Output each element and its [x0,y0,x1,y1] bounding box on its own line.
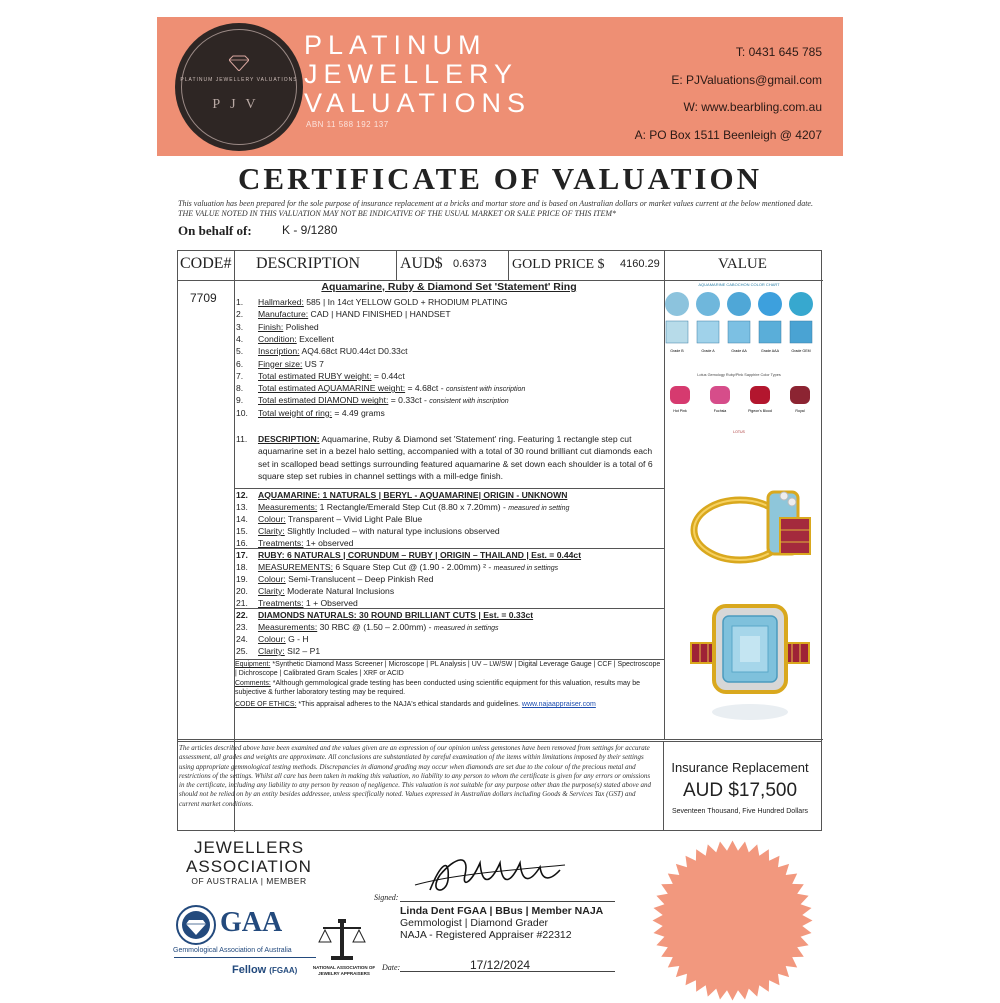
row-label: Total estimated AQUAMARINE weight: [258,383,406,394]
website: W: www.bearbling.com.au [683,100,822,114]
row-number: 18. [236,562,248,572]
equipment-note [235,660,663,678]
row-label: Condition: [258,333,297,344]
equipment-label: Equipment: [235,661,271,668]
naja-scales-icon [317,918,367,962]
row-number: 5. [236,346,244,357]
postal-address: A: PO Box 1511 Beenleigh @ 4207 [634,128,822,142]
row-number: 17. [236,550,248,560]
row-value: = 0.44ct [371,370,405,381]
ruby-colour-swatch [790,386,810,404]
footnote-divider [177,741,822,742]
ruby-colour-swatch [750,386,770,404]
ethics-label: CODE OF ETHICS: [235,701,297,708]
naja-name: NATIONAL ASSOCIATION OF JEWELRY APPRAISERS [312,965,376,976]
ruby-type-label: Royal [795,409,805,413]
jewellers-association-logo [179,838,319,876]
row-value: = 4.49 grams [332,407,385,418]
date-label: Date: [382,963,401,972]
row-number: 8. [236,383,244,394]
grade-label: Grade AAA [761,349,779,353]
ja-line-2: ASSOCIATION [186,857,312,876]
section-heading-text: AQUAMARINE: 1 NATURALS | BERYL - AQUAMARINE| ORIGIN - UNKNOWN [258,490,568,500]
spec-row [236,321,319,333]
row-label: Clarity: [258,586,285,596]
row-value: = 0.33ct - [388,395,430,406]
aquamarine-heading [236,489,567,501]
row-label: Inscription: [258,346,300,357]
aquamarine-cabochon-swatch [665,292,689,316]
ethics-note [235,700,663,709]
signed-label: Signed: [374,893,399,902]
ruby-chart-title: Lotus Gemology Ruby/Pink Sapphire Color Types [697,373,781,377]
grade-label: Grade AA [731,349,747,353]
code-header: CODE# [180,255,232,272]
spec-row [236,333,334,345]
row-label: Colour: [258,634,286,644]
gaa-full-name: Gemmological Association of Australia [173,947,292,954]
company-logo [175,23,303,151]
ruby-type-label: Fuchsia [713,409,727,413]
gem-colour-chart [663,280,816,440]
description-number: 11. [236,434,248,444]
description-paragraph [258,433,658,482]
item-title: Aquamarine, Ruby & Diamond Set 'Statement' Ring [321,281,577,293]
ruby-row [236,597,358,609]
description-label: DESCRIPTION: [258,434,320,444]
comments-note [235,679,663,697]
row-note: measured in settings [433,625,499,632]
gaa-wordmark: GAA [220,907,283,938]
row-number: 4. [236,333,244,344]
row-label: Hallmarked: [258,297,304,307]
aud-rate: 0.6373 [453,258,487,270]
row-number: 3. [236,321,244,332]
insurance-divider [663,741,664,831]
ring-top-photo [690,600,810,725]
ethics-text: *This appraisal adheres to the NAJA's ethical standards and guidelines. [296,701,522,708]
value-header: VALUE [718,256,767,272]
ja-membership: OF AUSTRALIA | MEMBER [191,876,307,886]
ruby-colour-swatch [710,386,730,404]
row-label: Finger size: [258,358,303,369]
row-note: consistent with inscription [429,398,509,406]
row-number: 25. [236,646,248,656]
email-address: E: PJValuations@gmail.com [671,73,822,87]
row-number: 20. [236,586,248,596]
row-value: SI2 – P1 [284,646,321,656]
aquamarine-cut-swatch [697,321,719,343]
row-label: Colour: [258,514,286,524]
row-value: 1 + Observed [303,598,358,608]
fellow-sub: (FGAA) [269,966,298,975]
gaa-fellow [232,964,297,976]
aquamarine-cabochon-swatch [789,292,813,316]
aquamarine-cut-swatch [728,321,750,343]
brand-name-line-2: JEWELLERY [304,59,519,89]
aquamarine-cabochon-swatch [696,292,720,316]
section-heading-text: RUBY: 6 NATURALS | CORUNDUM – RUBY | ORIGIN – THAILAND | Est. = 0.44ct [258,550,582,560]
column-divider [396,251,397,280]
signature [410,845,570,900]
ruby-row [236,573,433,585]
row-label: Manufacture: [258,309,309,320]
row-label: Total estimated RUBY weight: [258,370,372,381]
equipment-text: *Synthetic Diamond Mass Screener | Microscope | PL Analysis | UV – LW/SW | Digital Leverage Gauge | CCF | Spectroscope | Dichroscope | Calibrated Gram Scales | XRF or ACID [235,661,661,678]
section-heading-text: DIAMONDS NATURALS: 30 ROUND BRILLIANT CUTS | Est. = 0.33ct [258,610,534,620]
disclaimer-line-1: This valuation has been prepared for the sole purpose of insurance replacement at a bricks and mortar store and is based on Australian dollars or market values current at the below mentioned date. [178,199,813,208]
fellow-label: Fellow [232,964,267,976]
signer-name: Linda Dent FGAA | BBus | Member NAJA [400,905,604,917]
row-value: CAD | HAND FINISHED | HANDSET [308,309,451,320]
gaa-divider [174,957,316,958]
gold-price-value: 4160.29 [620,258,660,270]
row-label: MEASUREMENTS: [258,562,333,572]
spec-row [236,370,405,382]
row-number: 10. [236,407,248,418]
ruby-type-label: Pigeon's Blood [748,409,772,413]
description-text: Aquamarine, Ruby & Diamond set 'Statement' ring. Featuring 1 rectangle step cut aquamarine set in a bezel halo setting, accompanied with a total of 30 round brilliant cut diamonds each set in scalloped bead settings surrounding featured aquamarine & set down each shoulder is a total of 6 square step set rubies in channel settings with a mill-edge finish. [258,434,653,481]
document-title: CERTIFICATE OF VALUATION [238,161,762,196]
row-number: 14. [236,514,248,524]
row-number: 19. [236,574,248,584]
row-note: measured in settings [493,565,559,572]
signature-line [400,901,615,902]
signer-registration: NAJA - Registered Appraiser #22312 [400,929,572,941]
spec-row [236,296,508,308]
row-value: Excellent [296,333,334,344]
row-number: 1. [236,297,244,307]
insurance-label: Insurance Replacement [671,760,809,775]
row-label: Colour: [258,574,286,584]
gaa-emblem-icon [176,905,216,945]
footer-divider [178,739,823,740]
brand-name-line-3: VALUATIONS [304,88,532,118]
row-value: Semi-Translucent – Deep Pinkish Red [285,574,434,584]
column-divider [508,251,509,280]
row-value: AQ4.68ct RU0.44ct D0.33ct [299,346,408,357]
row-number: 15. [236,526,248,536]
aquamarine-cabochon-swatch [727,292,751,316]
row-label: Clarity: [258,526,285,536]
diamond-row [236,645,320,657]
row-number: 23. [236,622,248,632]
on-behalf-label: On behalf of: [178,223,252,238]
row-value: Transparent – Vivid Light Pale Blue [285,514,423,524]
aud-header-label: AUD$ [400,255,443,272]
row-number: 6. [236,358,244,369]
row-value: G - H [285,634,309,644]
valuation-footnote: The articles described above have been examined and the values given are an expression of our opinion unless gemstones have been removed from settings for accurate assessment, all grades and weights are approximate. All conclusions are substantiated by careful examination of the items within limitations imposed by their settings using appropriate gemmological testing methods. Discrepancies in diamond grading may occur when diamonds are set due to the colour of the precious metal and restrictions of the settings. Whilst all care has been taken in making this valuation, no liability to any person to whom the certificate is given for any errors or omissions in the certificate, including any liability to any person by reason of negligence. This valuation is not suitable for any purpose other than the purpose(s) stated above and should not be relied on by an entity besides addressee, unless specifically noted. Values expressed in Australian dollars including Goods & Services Tax (GST) and current market conditions. [179,744,651,808]
row-number: 12. [236,490,248,500]
aquamarine-cut-swatch [666,321,688,343]
date-value: 17/12/2024 [470,958,531,972]
row-value: Polished [283,321,319,332]
aquamarine-cut-swatch [759,321,781,343]
row-label: Treatments: [258,598,304,608]
comments-label: Comments: [235,680,271,687]
spec-row [236,308,451,320]
row-value: 585 | In 14ct YELLOW GOLD + RHODIUM PLATING [303,297,508,307]
aquamarine-row [236,513,422,525]
row-note: measured in setting [508,505,570,512]
row-value: US 7 [302,358,324,369]
row-number: 9. [236,395,244,406]
ja-line-1: JEWELLERS [193,838,305,857]
insurance-amount-words: Seventeen Thousand, Five Hundred Dollars [671,808,809,815]
diamonds-heading [236,609,533,621]
spec-row [236,358,324,370]
brand-name-line-1: PLATINUM [304,30,487,60]
company-seal [650,838,815,1003]
row-label: Total weight of ring: [258,407,333,418]
ruby-heading [236,549,581,561]
row-label: Finish: [258,321,284,332]
row-number: 16. [236,538,248,548]
lotus-label: LOTUS [733,430,745,434]
row-value: Slightly Included – with natural type inclusions observed [284,526,500,536]
row-number: 24. [236,634,248,644]
row-label: Treatments: [258,538,304,548]
insurance-amount: AUD $17,500 [682,780,798,801]
row-number: 7. [236,370,244,381]
row-value: 1+ observed [303,538,354,548]
ruby-type-label: Hot Pink [673,409,687,413]
row-number: 22. [236,610,248,620]
spec-row [236,407,385,419]
row-value: = 4.68ct - [405,383,446,394]
row-number: 13. [236,502,248,512]
aquamarine-row [236,525,500,537]
disclaimer-line-2: THE VALUE NOTED IN THIS VALUATION MAY NOT BE INDICATIVE OF THE USUAL MARKET OR SALE PRICE OF THIS ITEM* [178,209,617,218]
row-label: Total estimated DIAMOND weight: [258,395,389,406]
gold-price-label: GOLD PRICE $ [512,257,605,272]
aquamarine-row [236,537,353,549]
ring-side-photo [680,478,830,588]
aquamarine-cabochon-swatch [758,292,782,316]
item-code: 7709 [190,291,217,305]
grade-label: Grade GEM [791,349,811,353]
diamond-row [236,633,309,645]
comments-text: *Although gemmological grade testing has been conducted using scientific equipment for this valuation, results may be subjective & further laboratory testing may be required. [235,680,641,697]
row-number: 21. [236,598,248,608]
row-value: 1 Rectangle/Emerald Step Cut (8.80 x 7.20mm) - [317,502,509,512]
logo-ring [181,29,297,145]
grade-label: Grade B [670,349,684,353]
phone-number: T: 0431 645 785 [735,45,822,59]
diamond-icon [229,55,249,71]
abn-number: ABN 11 588 192 137 [306,120,389,129]
row-value: 6 Square Step Cut @ (1.90 - 2.00mm) ² - [332,562,494,572]
row-label: Measurements: [258,502,318,512]
logo-ring-text: PLATINUM JEWELLERY VALUATIONS [180,77,298,83]
row-note: consistent with inscription [445,386,526,394]
row-number: 2. [236,309,244,320]
logo-monogram: PJV [212,97,266,112]
ruby-row [236,585,394,597]
row-label: Measurements: [258,622,318,632]
ruby-colour-swatch [670,386,690,404]
row-value: 30 RBC @ (1.50 – 2.00mm) - [317,622,434,632]
letterhead-banner [157,17,843,156]
row-value: Moderate Natural Inclusions [284,586,395,596]
on-behalf-value: K - 9/1280 [282,223,338,237]
spec-row [236,345,408,357]
description-header: DESCRIPTION [256,255,361,272]
naja-link[interactable]: www.najaappraiser.com [521,701,596,708]
signer-title: Gemmologist | Diamond Grader [400,917,549,929]
grade-label: Grade A [701,349,715,353]
aquamarine-cut-swatch [790,321,812,343]
aqua-chart-title: AQUAMARINE CABOCHON COLOR CHART [698,282,780,287]
row-label: Clarity: [258,646,285,656]
